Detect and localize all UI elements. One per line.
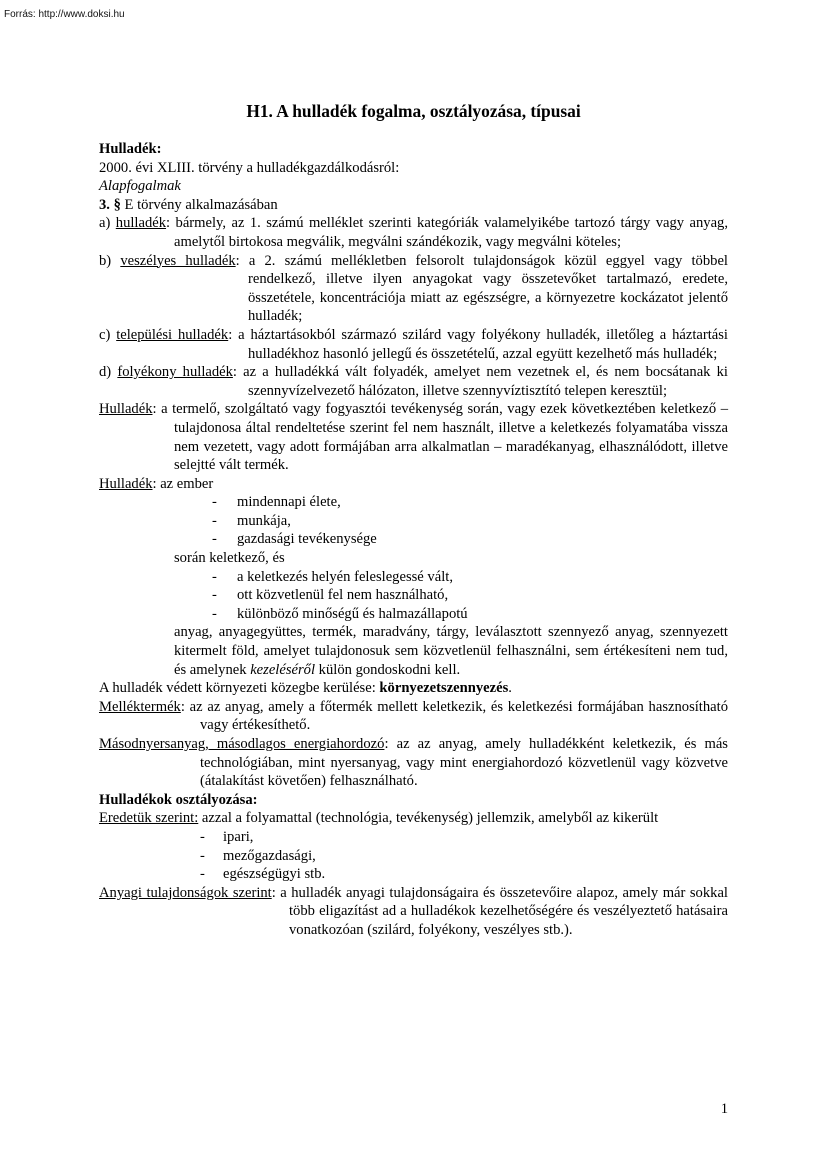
list-item — [99, 586, 728, 605]
masodnyersanyag-term: Másodnyersanyag, másodlagos energiahordozó — [99, 736, 385, 752]
definition-3-text: : az ember — [152, 475, 214, 492]
definition-c-prefix: c) — [99, 326, 117, 343]
dash-bullet: - — [200, 847, 205, 864]
anyagi-definition — [99, 884, 728, 940]
definition-a-term: hulladék — [115, 215, 167, 232]
mellektermek-term: Melléktermék — [99, 698, 181, 715]
list-item-text: munkája, — [237, 512, 291, 529]
page-title: H1. A hulladék fogalma, osztályozása, típusai — [246, 101, 581, 121]
definition-a-prefix: a) — [99, 215, 116, 232]
eredet-term: Eredetük szerint: — [99, 810, 199, 827]
soran-line: során keletkező, és — [174, 550, 285, 567]
list-item — [99, 493, 728, 512]
masodnyersanyag-text: : az az anyag, amely hulladékként keletkezik, és más technológiában, mint nyersanyag, vagy mint energiahordozó közvetlenül vagy közvetve (átalakítást követően) felhasználható. — [200, 736, 728, 790]
anyagi-term: Anyagi tulajdonságok szerint — [99, 884, 272, 901]
dash-bullet: - — [212, 605, 217, 622]
list-item-text: a keletkezés helyén feleslegessé vált, — [237, 568, 453, 585]
section-line — [99, 196, 728, 215]
list-item — [99, 865, 728, 884]
osztalyozas-heading: Hulladékok osztályozása: — [99, 791, 258, 808]
definition-hulladek-3 — [99, 475, 728, 494]
definition-b-term: veszélyes hulladék — [120, 252, 236, 269]
list-item — [99, 530, 728, 549]
vedett-bold: környezetszennyezés — [379, 680, 509, 697]
dash-bullet: - — [200, 866, 205, 883]
list-item-text: különböző minőségű és halmazállapotú — [237, 605, 468, 622]
list-item — [99, 568, 728, 587]
source-url: Forrás: http://www.doksi.hu — [4, 9, 125, 20]
definition-b-prefix: b) — [99, 252, 121, 269]
definition-d-text: : az a hulladékká vált folyadék, amelyet nem vezetnek el, és nem bocsátanak ki szennyvízelvezető hálózaton, illetve szennyvíztisztító telepen keresztül; — [232, 364, 728, 399]
vedett-end: . — [508, 680, 512, 697]
law-line: 2000. évi XLIII. törvény a hulladékgazdálkodásról: — [99, 159, 400, 176]
list-item — [99, 847, 728, 866]
list-item — [99, 512, 728, 531]
document-body — [99, 140, 728, 940]
list-item-text: ott közvetlenül fel nem használható, — [237, 587, 449, 604]
anyag-text-2: külön gondoskodni kell. — [315, 661, 461, 678]
anyag-text-1: anyag, anyagegyüttes, termék, maradvány, tárgy, leválasztott szennyező anyag, szennyezett kitermelt föld, amelyet tulajdonosuk sem közvetlenül felhasználni, sem értékesíteni nem tud, és amelynek — [174, 624, 728, 678]
mellektermek-definition — [99, 698, 728, 735]
vedett-text: A hulladék védett környezeti közegbe kerülése: — [99, 680, 380, 697]
dash-bullet: - — [212, 587, 217, 604]
section-text: E törvény alkalmazásában — [120, 196, 278, 213]
dash-bullet: - — [212, 531, 217, 548]
definition-c — [99, 326, 728, 363]
anyagi-text: : a hulladék anyagi tulajdonságaira és összetevőire alapoz, amely már sokkal több eligazítást ad a hulladékok kezelhetőségére és veszélyeztető hatásaira vonatkozóan (szilárd, folyékony, veszélyes stb.). — [271, 884, 728, 938]
anyag-paragraph — [99, 623, 728, 679]
eredet-definition — [99, 809, 728, 828]
heading-hulladek: Hulladék: — [99, 141, 162, 157]
definition-2-term: Hulladék — [99, 401, 153, 418]
dash-bullet: - — [212, 568, 217, 585]
anyag-italic: kezeléséről — [250, 661, 316, 678]
section-number: 3. § — [99, 196, 121, 213]
definition-d — [99, 363, 728, 400]
definition-b-text: : a 2. számú mellékletben felsorolt tulajdonságok közül eggyel vagy többel rendelkező, illetve ilyen anyagokat vagy összetevőket tartalmazó, eredete, összetétele, koncentrációja miatt az egészségre, a környezetre kockázatot jelentő hulladék; — [235, 252, 728, 325]
definition-a-text: : bármely, az 1. számú melléklet szerinti kategóriák valamelyikébe tartozó tárgy vagy anyag, amelytől birtokosa megválik, megválni szándékozik, vagy megválni köteles; — [166, 215, 728, 250]
list-item-text: egészségügyi stb. — [223, 866, 326, 883]
list-item — [99, 828, 728, 847]
dash-bullet: - — [212, 512, 217, 529]
alapfogalmak: Alapfogalmak — [99, 178, 181, 195]
dash-bullet: - — [212, 494, 217, 511]
list-item-text: gazdasági tevékenysége — [237, 531, 377, 548]
definition-b — [99, 252, 728, 326]
list-item — [99, 605, 728, 624]
definition-c-text: : a háztartásokból származó szilárd vagy folyékony hulladék, illetőleg a háztartási hulladékhoz hasonló jellegű és összetételű, azzal együtt kezelhető más hulladék; — [228, 326, 728, 362]
list-item-text: ipari, — [223, 828, 254, 845]
definition-hulladek-2 — [99, 400, 728, 474]
list-item-text: mezőgazdasági, — [223, 847, 316, 864]
definition-2-text: : a termelő, szolgáltató vagy fogyasztói tevékenység során, vagy ezek következtében keletkező – tulajdonosa által rendeltetése szerint fel nem használt, illetve a keletkezés folyamatába vissza nem vezetett, vagy adott formájában arra alkalmatlan – maradékanyag, elhasználódott, illetve selejtté vált termék. — [152, 401, 728, 474]
page-number: 1 — [720, 1101, 728, 1117]
list-item-text: mindennapi élete, — [237, 494, 341, 511]
eredet-text: azzal a folyamattal (technológia, tevékenység) jellemzik, amelyből az kikerült — [198, 810, 659, 827]
definition-3-term: Hulladék — [99, 475, 153, 492]
vedett-line — [99, 679, 728, 698]
definition-a — [99, 214, 728, 251]
definition-d-term: folyékony hulladék — [117, 364, 233, 381]
masodnyersanyag-definition — [99, 735, 728, 791]
definition-d-prefix: d) — [99, 364, 118, 381]
dash-bullet: - — [200, 828, 205, 845]
definition-c-term: települési hulladék — [116, 326, 229, 343]
mellektermek-text: : az az anyag, amely a főtermék mellett keletkezik, és keletkezési formájában hasznosítható vagy értékesíthető. — [180, 698, 728, 734]
